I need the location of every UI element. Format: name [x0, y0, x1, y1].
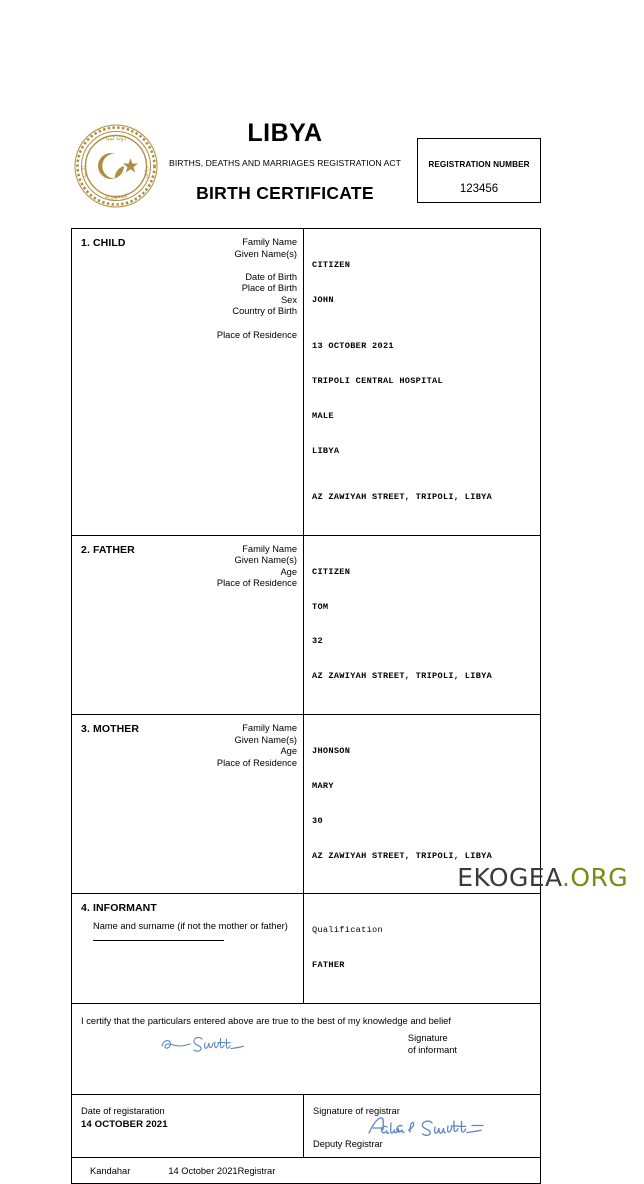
child-label-column [72, 229, 304, 535]
value-mother-place-of-residence: AZ ZAWIYAH STREET, TRIPOLI, LIBYA [312, 850, 493, 861]
section-title-child: 1. CHILD [81, 237, 126, 249]
value-father-age: 32 [312, 636, 323, 647]
table-row-informant [72, 894, 540, 1004]
label-father-age: Age [280, 566, 297, 577]
signature-label-line2: of informant [407, 1045, 457, 1056]
table-row-footer [72, 1158, 540, 1183]
value-child-date-of-birth: 13 OCTOBER 2021 [312, 341, 394, 352]
father-labels [217, 544, 297, 590]
label-mother-family-name: Family Name [242, 722, 297, 733]
father-label-column [72, 536, 304, 714]
label-child-country-of-birth: Country of Birth [232, 306, 297, 317]
footer-registrar-label: Registrar [237, 1165, 276, 1176]
watermark-name: EKOGEA [457, 863, 563, 892]
father-value-column [304, 536, 540, 714]
section-title-mother: 3. MOTHER [81, 722, 140, 735]
svg-text:دولة ليبيا: دولة ليبيا [105, 136, 127, 142]
label-father-place-of-residence: Place of Residence [216, 578, 297, 589]
certification-cell [72, 1004, 540, 1094]
footer-place: Kandahar [90, 1165, 131, 1176]
mother-labels [217, 723, 297, 769]
registration-act-line: BIRTHS, DEATHS AND MARRIAGES REGISTRATION ACT [169, 158, 401, 168]
value-mother-given-names: MARY [312, 780, 334, 791]
site-watermark [457, 863, 628, 892]
mother-label-column [72, 715, 304, 893]
value-father-place-of-residence: AZ ZAWIYAH STREET, TRIPOLI, LIBYA [312, 671, 493, 682]
informant-value-column [304, 894, 540, 1003]
table-row-certification [72, 1004, 540, 1095]
label-mother-age: Age [280, 746, 297, 757]
watermark-tld: .ORG [562, 863, 628, 892]
label-date-of-registration: Date of registaration [81, 1106, 165, 1117]
value-child-family-name: CITIZEN [312, 260, 351, 271]
value-date-of-registration: 14 OCTOBER 2021 [81, 1119, 168, 1131]
label-child-given-names: Given Name(s) [234, 248, 297, 259]
label-deputy-registrar: Deputy Registrar [313, 1139, 383, 1150]
handwritten-signature-icon-informant [158, 1030, 268, 1058]
label-mother-given-names: Given Name(s) [234, 734, 297, 745]
label-child-family-name: Family Name [242, 237, 297, 247]
certification-statement: I certify that the particulars entered above are true to the best of my knowledge and belief [81, 1015, 452, 1027]
value-mother-family-name: JHONSON [312, 746, 351, 757]
child-labels [217, 237, 297, 341]
value-child-place-of-birth: TRIPOLI CENTRAL HOSPITAL [312, 376, 443, 387]
header-titles [160, 118, 410, 204]
informant-name-input[interactable] [93, 940, 224, 941]
svg-text:الدولة: الدولة [144, 165, 150, 179]
value-child-sex: MALE [312, 410, 334, 421]
label-child-sex: Sex [280, 294, 297, 305]
value-child-place-of-residence: AZ ZAWIYAH STREET, TRIPOLI, LIBYA [312, 491, 493, 502]
country-title: LIBYA [247, 119, 323, 147]
table-row-child [72, 229, 540, 536]
value-mother-age: 30 [312, 815, 323, 826]
label-father-given-names: Given Name(s) [234, 555, 297, 566]
value-child-country-of-birth: LIBYA [312, 445, 340, 456]
child-value-column [304, 229, 540, 535]
table-row-father [72, 536, 540, 715]
value-father-given-names: TOM [312, 601, 329, 612]
value-informant-qualification: FATHER [312, 960, 345, 971]
footer-cell [72, 1158, 289, 1183]
svg-text:الجمهورية: الجمهورية [104, 194, 128, 200]
label-informant-name: Name and surname (if not the mother or father) [93, 921, 288, 932]
label-child-place-of-residence: Place of Residence [216, 329, 297, 340]
handwritten-signature-icon-registrar [366, 1113, 488, 1143]
registration-number-box [417, 138, 541, 203]
footer-date: 14 October 2021 [168, 1165, 238, 1176]
label-child-date-of-birth: Date of Birth [245, 271, 297, 282]
certificate-title: BIRTH CERTIFICATE [196, 183, 374, 203]
informant-label-column [72, 894, 304, 1003]
section-title-informant: 4. INFORMANT [81, 902, 157, 915]
section-title-father: 2. FATHER [81, 543, 135, 556]
label-signature-of-registrar: Signature of registrar [313, 1106, 400, 1117]
table-row-registration [72, 1095, 540, 1158]
label-informant-qualification: Qualification [312, 925, 383, 936]
label-father-family-name: Family Name [242, 543, 297, 554]
registrar-signature-cell [304, 1095, 540, 1157]
signature-label-line1: Signature [407, 1033, 448, 1044]
certificate-table [71, 228, 541, 1184]
signature-of-informant-label [408, 1032, 457, 1056]
registration-number-value: 123456 [459, 183, 499, 195]
registration-number-label: REGISTRATION NUMBER [428, 160, 530, 169]
value-child-given-names: JOHN [312, 294, 334, 305]
label-mother-place-of-residence: Place of Residence [216, 757, 297, 768]
registration-date-cell [72, 1095, 304, 1157]
label-child-place-of-birth: Place of Birth [241, 283, 297, 294]
svg-text:الليبية: الليبية [82, 166, 88, 178]
certificate-header [0, 118, 644, 213]
value-father-family-name: CITIZEN [312, 566, 351, 577]
